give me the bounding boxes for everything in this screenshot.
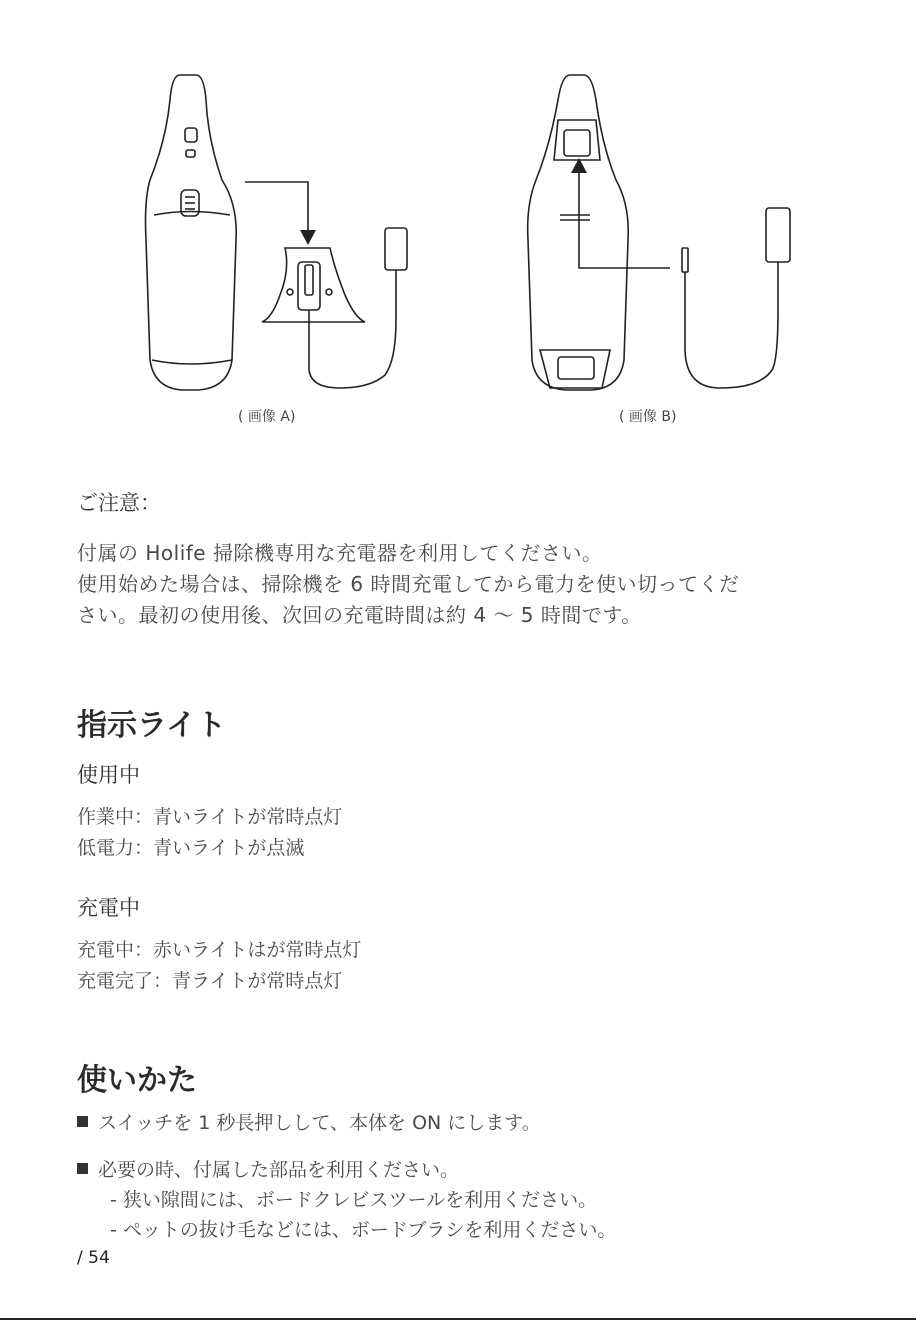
usage-sub-item: - ペットの抜け毛などには、ボードブラシを利用ください。: [110, 1219, 617, 1241]
bullet-square-icon: [77, 1116, 88, 1127]
figure-b-vacuum-charging-port: [510, 70, 810, 400]
usage-bullet: [77, 1155, 459, 1182]
note-line: 使用始めた場合は、掃除機を 6 時間充電してから電力を使い切ってくだ: [77, 572, 740, 596]
note-line: さい。最初の使用後、次回の充電時間は約 4 ～ 5 時間です。: [77, 603, 642, 627]
usage-bullet-text: スイッチを 1 秒長押しして、本体を ON にします。: [98, 1112, 541, 1134]
note-line: 付属の Holife 掃除機専用な充電器を利用してください。: [77, 541, 603, 565]
in-use-line: 低電力：青いライトが点滅: [77, 837, 305, 859]
charging-line: 充電完了：青ライトが常時点灯: [77, 970, 343, 992]
usage-heading: 使いかた: [77, 1063, 197, 1098]
in-use-line: 作業中：青いライトが常時点灯: [77, 806, 343, 828]
usage-bullet: [77, 1108, 541, 1135]
usage-sub-item: - 狭い隙間には、ボードクレビスツールを利用ください。: [110, 1189, 598, 1211]
figure-b-caption: ( 画像 B): [619, 409, 677, 425]
figure-a-vacuum-charging-base: [130, 70, 430, 400]
charging-heading: 充電中: [77, 896, 140, 920]
usage-bullet-text: 必要の時、付属した部品を利用ください。: [98, 1159, 460, 1181]
bottom-divider: [0, 1318, 916, 1320]
charging-line: 充電中：赤いライトはが常時点灯: [77, 939, 362, 961]
bullet-square-icon: [77, 1163, 88, 1174]
in-use-heading: 使用中: [77, 763, 140, 787]
note-title: ご注意：: [77, 491, 161, 515]
figure-a-caption: ( 画像 A): [238, 409, 296, 425]
indicator-heading: 指示ライト: [77, 708, 227, 743]
page-number: / 54: [77, 1248, 110, 1268]
